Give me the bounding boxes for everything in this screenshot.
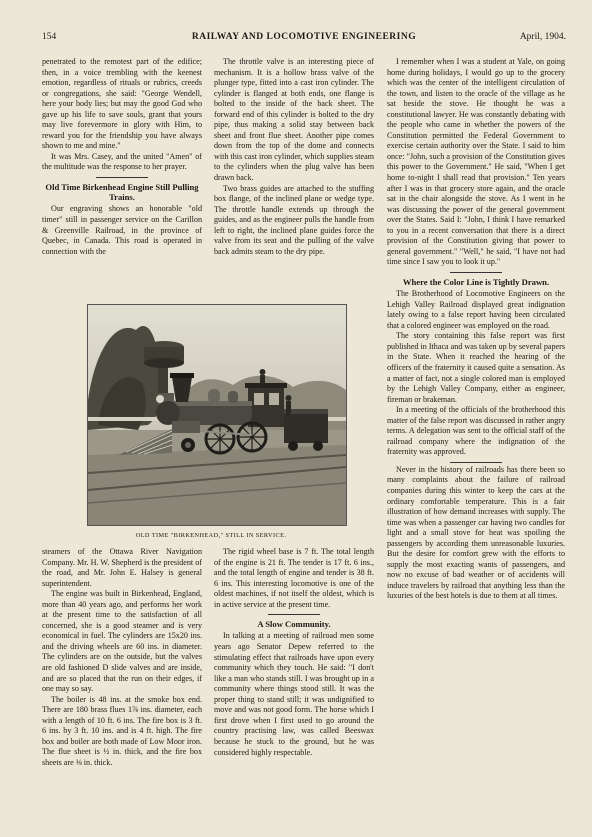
column-1 [42,57,202,257]
paragraph: penetrated to the remotest part of the edifice; then, in a voice trembling with the keenest emotion, regardless of rituals or rubrics, creeds or congregations, she said: "George Wendell, here your body lies; but may the good God who gave up his life to save souls, grant that yours may live forevermore in glory with Him, to reward you for the friendship you have always shown to me and mine." [42,57,202,151]
paragraph: It was Mrs. Casey, and the united "Amen" of the multitude was the response to her prayer. [42,151,202,172]
photo-caption: OLD TIME "BIRKENHEAD," STILL IN SERVICE. [135,532,287,539]
column-1-lower [42,547,202,768]
paragraph: Never in the history of railroads has there been so many complaints about the failure of railroad companies during this winter to keep the cars at the ordinary comfortable temperature. This is a fair illustration of how demand increases with supply. The time was when a passenger car having two candles for light and a small stove for heat was spoiling the passengers by according them unreasonable luxuries. But the desire for comfort grew with the efforts to supply the most exacting wants of passengers, and now no excuse of bad weather or of accidents will induce travelers by railroad that anything less than the luxuries of the best hotels is due to them at all times. [387,464,565,601]
paragraph: In talking at a meeting of railroad men some years ago Senator Depew referred to the stimulating effect that railroads have upon every community which they touch. He said: "I don't like a man who stands still. I was brought up in a community where things stood still. It was the proper thing to stand still; it was undignified to move and was not good form. The horse which I first drove when I first used to go around the country practising law, was called Beeswax because he stuck to the ground, but he was considered highly respectable. [214,631,374,757]
paragraph: The engine was built in Birkenhead, England, more than 40 years ago, and performs her work at the present time to the satisfaction of all concerned, she is a good steamer and is very economical in fuel. The cylinders are 15x20 ins. and the driving wheels are 60 ins. in diameter. The cylinders are on the outside, but the valves are old fashioned D slide valves and are inside, and are so placed that the run on their edges, if one may so say. [42,589,202,694]
issue-date: April, 1904. [519,32,566,42]
paragraph: The throttle valve is an interesting piece of mechanism. It is a hollow brass valve of the plunger type, fitted into a cast iron cylinder. The cylinder is flanged at both ends, one flange is bolted to the inside of the back sheet. The forward end of this cylinder is bolted to the dry pipe, thus making a solid stay between back sheet and front flue sheet. Another pipe comes down from the top of the dome and connects with this cast iron cylinder, which supplies steam to the cylinders when the plug valve has been drawn back. [214,57,374,183]
paragraph: I remember when I was a student at Yale, on going home during holidays, I would go up to the grocery which was the center of the intelligent circulation of the town, and listen to the oracle of the village as he sat beside the stove. He thought he was a constitutional lawyer. He was constantly debating with the people who came in whether the powers of the Constitution permitted the Federal Government to exercise certain authority over the State. I said to him once: "John, such a provision of the Constitution gives this power to the Government." He said, "When I get home to-night I shall read that provision." Ten years after I was in that grocery store again, and the oracle sat in the chair alongside the stove. As I went in he was discussing the power of the general government over the States. Said I: "John, I think I have remarked to you in a recent conversation that there is a direct provision of the Constitution giving that power to general government." "Well," he said, "I have not had time since I saw you to look it up." [387,57,565,267]
paragraph: In a meeting of the officials of the brotherhood this matter of the false report was discussed in rather angry terms. A delegation was sent to the official staff of the railroad company where the indignation of the fraternity was approved. [387,405,565,457]
article-heading-color-line: Where the Color Line is Tightly Drawn. [402,276,550,287]
locomotive-photo [87,304,347,526]
paragraph: Two brass guides are attached to the stuffing box flange, of the inclined plane or wedge type. The throttle handle extends up through the guides, and as the engineer pulls the handle from left to right, the inclined plane guides force the valve from its seat and the pulling of the valve back admits steam to the dry pipe. [214,183,374,256]
article-heading-birkenhead: Old Time Birkenhead Engine Still Pulling Trains. [45,182,199,203]
column-3 [387,57,565,602]
page-number: 154 [42,32,57,42]
section-divider [96,177,148,178]
article-heading-slow-community: A Slow Community. [257,619,331,630]
paragraph: steamers of the Ottawa River Navigation Company. Mr. H. W. Shepherd is the president of the road, and Mr. John E. Halsey is general superintendent. [42,547,202,588]
section-divider [450,272,502,273]
paragraph: The story containing this false report was first published in Ithaca and was taken up by several papers in the State. When it reached the hearing of the officers of the fraternity it caused quite a sensation. As a matter of fact, not a single colored man is employed by the Lehigh Valley Company, either as engineer, fireman or brakeman. [387,331,565,404]
paragraph: The rigid wheel base is 7 ft. The total length of the engine is 21 ft. The tender is 17 ft. 6 ins., and the total length of engine and tender is 38 ft. 6 ins. This interesting locomotive is one of the oldest machines, if not itself the oldest, which is in active service at the present time. [214,547,374,609]
paragraph: Our engraving shows an honorable "old timer" still in passenger service on the Carillon & Greenville Railroad, in the province of Quebec, in Canada. This road is operated in connection with the [42,204,202,256]
magazine-title: RAILWAY AND LOCOMOTIVE ENGINEERING [191,32,417,42]
section-divider [268,614,320,615]
running-header [42,32,566,46]
paragraph: The boiler is 48 ins. at the smoke box end. There are 180 brass flues 1⅞ ins. diameter, each with a length of 10 ft. 6 ins. The fire box is 3 ft. 6 ins. by 3 ft. 10 ins. and is 4 ft. high. The fire box and boiler are both made of Low Moor iron. The flue sheet is ½ in. thick, and the fire box sheets are ⅜ in. thick. [42,694,202,767]
column-2-lower [214,547,374,758]
column-2 [214,57,374,257]
birkenhead-engine-illustration [88,305,346,525]
section-divider [450,462,502,463]
paragraph: The Brotherhood of Locomotive Engineers on the Lehigh Valley Railroad displayed great indignation lately owing to a false report having been circulated that a colored engineer was employed on the road. [387,289,565,330]
